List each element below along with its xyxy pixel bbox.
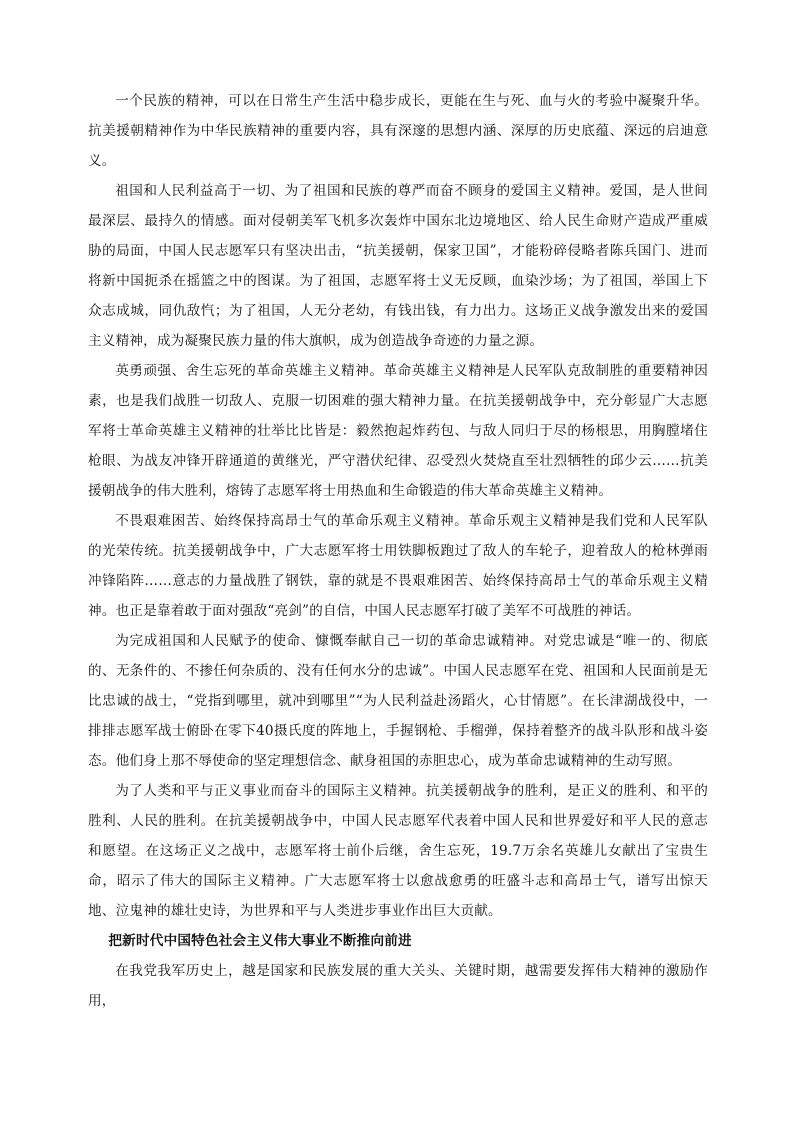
document-body bbox=[88, 86, 708, 1016]
paragraph-last: 在我党我军历史上，越是国家和民族发展的重大关头、关键时期，越需要发挥伟大精神的激励作用， bbox=[88, 963, 708, 1009]
paragraph-heroism: 英勇顽强、舍生忘死的革命英雄主义精神。革命英雄主义精神是人民军队克敌制胜的重要精神因素，也是我们战胜一切敌人、克服一切困难的强大精神力量。在抗美援朝战争中，充分彰显广大志愿军将士革命英雄主义精神的壮举比比皆是：毅然抱起炸药包、与敌人同归于尽的杨根思，用胸膛堵住枪眼、为战友冲锋开辟通道的黄继光，严守潜伏纪律、忍受烈火焚烧直至壮烈牺牲的邱少云……抗美援朝战争的伟大胜利，熔铸了志愿军将士用热血和生命锻造的伟大革命英雄主义精神。 bbox=[88, 363, 708, 499]
paragraph-loyalty: 为完成祖国和人民赋予的使命、慷慨奉献自己一切的革命忠诚精神。对党忠诚是“唯一的、彻底的、无条件的、不掺任何杂质的、没有任何水分的忠诚”。中国人民志愿军在党、祖国和人民面前是无比忠诚的战士，“党指到哪里，就冲到哪里”“为人民利益赴汤蹈火，心甘情愿”。在长津湖战役中，一排排志愿军战士俯卧在零下40摄氏度的阵地上，手握钢枪、手榴弹，保持着整齐的战斗队形和战斗姿态。他们身上那不辱使命的坚定理想信念、献身祖国的赤胆忠心，成为革命忠诚精神的生动写照。 bbox=[88, 633, 708, 769]
paragraph-internationalism: 为了人类和平与正义事业而奋斗的国际主义精神。抗美援朝战争的胜利，是正义的胜利、和平的胜利、人民的胜利。在抗美援朝战争中，中国人民志愿军代表着中国人民和世界爱好和平人民的意志和愿望。在这场正义之战中，志愿军将士前仆后继，舍生忘死，19.7万余名英雄儿女献出了宝贵生命，昭示了伟大的国际主义精神。广大志愿军将士以愈战愈勇的旺盛斗志和高昂士气，谱写出惊天地、泣鬼神的雄壮史诗，为世界和平与人类进步事业作出巨大贡献。 bbox=[88, 783, 708, 919]
section-heading: 把新时代中国特色社会主义伟大事业不断推向前进 bbox=[108, 933, 412, 949]
paragraph-intro: 一个民族的精神，可以在日常生产生活中稳步成长，更能在生与死、血与火的考验中凝聚升华。抗美援朝精神作为中华民族精神的重要内容，具有深邃的思想内涵、深厚的历史底蕴、深远的启迪意义。 bbox=[88, 93, 708, 169]
paragraph-optimism: 不畏艰难困苦、始终保持高昂士气的革命乐观主义精神。革命乐观主义精神是我们党和人民军队的光荣传统。抗美援朝战争中，广大志愿军将士用铁脚板跑过了敌人的车轮子，迎着敌人的枪林弹雨冲锋陷阵……意志的力量战胜了钢铁，靠的就是不畏艰难困苦、始终保持高昂士气的革命乐观主义精神。也正是靠着敢于面对强敌“亮剑”的自信，中国人民志愿军打破了美军不可战胜的神话。 bbox=[88, 513, 708, 619]
paragraph-patriotism: 祖国和人民利益高于一切、为了祖国和民族的尊严而奋不顾身的爱国主义精神。爱国，是人世间最深层、最持久的情感。面对侵朝美军飞机多次轰炸中国东北边境地区、给人民生命财产造成严重威胁的局面，中国人民志愿军只有坚决出击，“抗美援朝，保家卫国”，才能粉碎侵略者陈兵国门、进而将新中国扼杀在摇篮之中的图谋。为了祖国，志愿军将士义无反顾，血染沙场；为了祖国，举国上下众志成城，同仇敌忾；为了祖国，人无分老幼，有钱出钱，有力出力。这场正义战争激发出来的爱国主义精神，成为凝聚民族力量的伟大旗帜，成为创造战争奇迹的力量之源。 bbox=[88, 183, 708, 349]
